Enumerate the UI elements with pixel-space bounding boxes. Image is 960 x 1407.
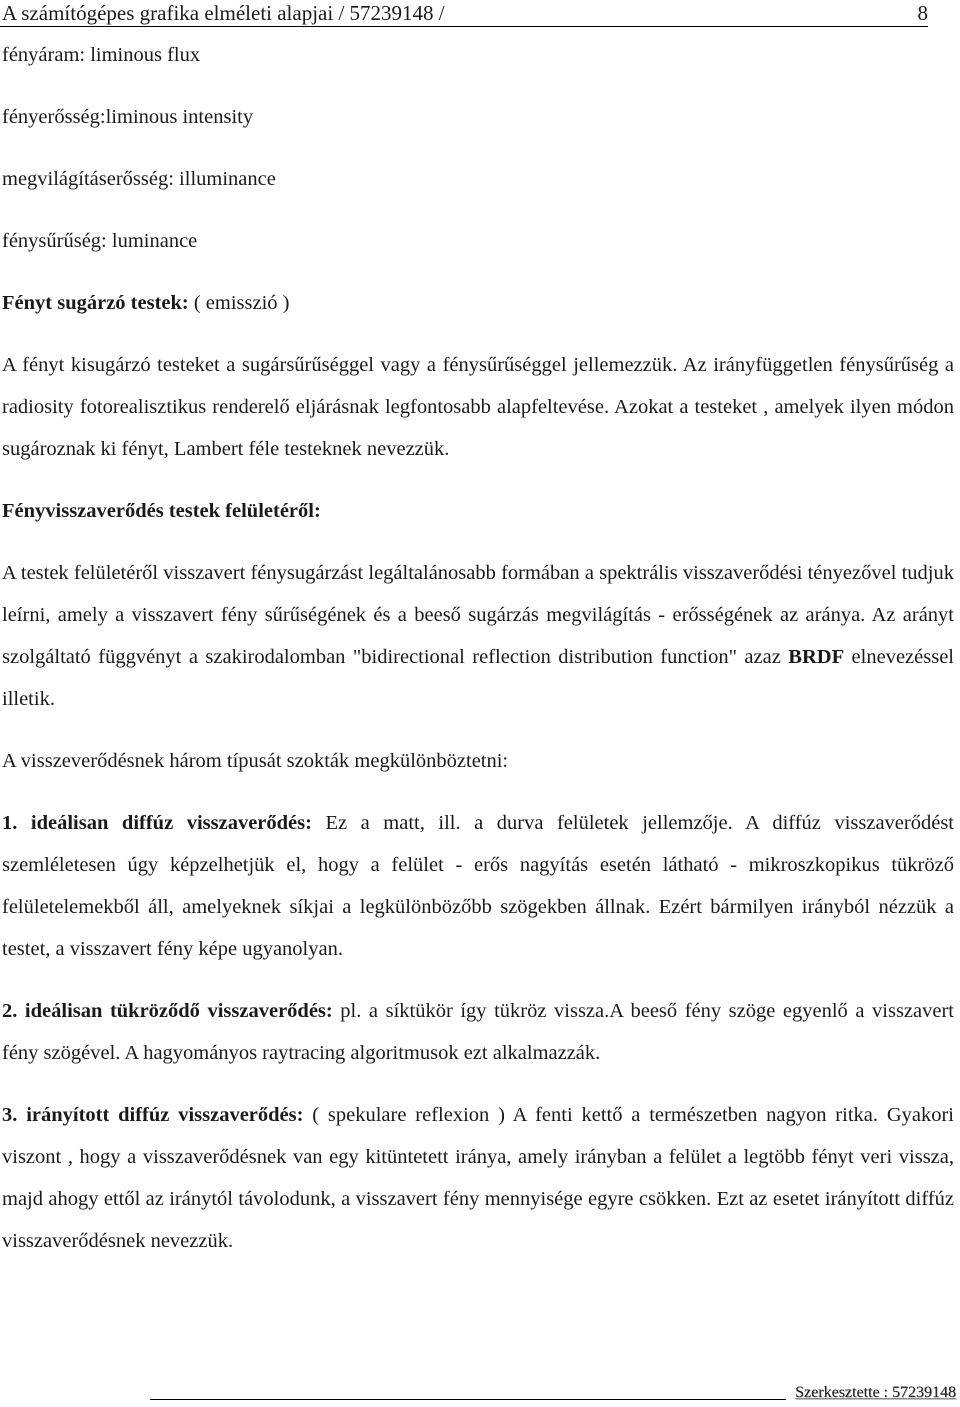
term-luminance: fénysűrűség: luminance [2, 230, 198, 252]
reflection-type-3 [2, 1094, 954, 1262]
footer-editor: Szerkesztette : 57239148 [795, 1384, 956, 1401]
reflection-type-1-label: 1. ideálisan diffúz visszaverődés: [2, 812, 312, 834]
emission-paragraph: A fényt kisugárzó testeket a sugársűrűséggel vagy a fénysűrűséggel jellemezzük. Az irányfüggetlen fénysűrűség a radiosity fotorealisztikus renderelő eljárásnak legfontosabb alapfeltevése. Azokat a testeket , amelyek ilyen módon sugároznak ki fényt, Lambert féle testeknek nevezzük. [2, 354, 954, 460]
page-header [0, 0, 928, 27]
reflection-paragraph [2, 552, 954, 720]
emission-heading [2, 282, 954, 324]
types-intro: A visszeverődésnek három típusát szokták megkülönböztetni: [2, 750, 509, 772]
term-illuminance: megvilágításerősség: illuminance [2, 168, 276, 190]
term-luminous-flux: fényáram: liminous flux [2, 44, 201, 66]
term-luminous-intensity: fényerősség:liminous intensity [2, 106, 254, 128]
reflection-type-1 [2, 802, 954, 970]
reflection-heading [2, 490, 954, 532]
document-title: A számítógépes grafika elméleti alapjai / 57239148 / [2, 1, 445, 25]
emission-heading-rest: ( emisszió ) [188, 292, 290, 314]
reflection-type-1-text: Ez a matt, ill. a durva felületek jellemzője. A diffúz visszaverődést szemléletesen úgy képzelhetjük el, hogy a felület - erős nagyítás esetén látható - mikroszkopikus tükröző felületelemekből áll, amelyeknek síkjai a legkülönbözőbb szögekben állnak. Ezért bármilyen irányból nézzük a testet, a visszavert fény képe ugyanolyan. [2, 812, 954, 960]
emission-heading-bold: Fényt sugárzó testek: [2, 292, 189, 314]
page-content [2, 34, 954, 1262]
page-footer [150, 1380, 956, 1404]
footer-rule [150, 1399, 786, 1400]
reflection-text-after: elnevezéssel illetik. [2, 646, 954, 710]
reflection-type-2-text: pl. a síktükör így tükröz vissza.A beeső fény szöge egyenlő a visszavert fény szögével. A hagyományos raytracing algoritmusok ezt alkalmazzák. [2, 1000, 954, 1064]
brdf-term: BRDF [788, 646, 845, 668]
reflection-type-2-label: 2. ideálisan tükröződő visszaverődés: [2, 1000, 333, 1022]
reflection-type-3-label: 3. irányított diffúz visszaverődés: [2, 1104, 304, 1126]
reflection-text-before: A testek felületéről visszavert fénysugárzást legáltalánosabb formában a spektrális visszaverődési tényezővel tudjuk leírni, amely a visszavert fény sűrűségének és a beeső sugárzás megvilágítás - erősségének az aránya. Az arányt szolgáltató függvényt a szakirodalomban "bidirectional reflection distribution function" azaz [2, 562, 954, 668]
reflection-type-3-text: ( spekulare reflexion ) A fenti kettő a természetben nagyon ritka. Gyakori viszont , hogy a visszaverődésnek van egy kitüntetett iránya, amely irányban a felület a legtöbb fényt veri vissza, majd ahogy ettől az iránytól távolodunk, a visszavert fény mennyisége egyre csökken. Ezt az esetet irányított diffúz visszaverődésnek nevezzük. [2, 1104, 954, 1252]
reflection-type-2 [2, 990, 954, 1074]
page-number: 8 [917, 1, 928, 25]
reflection-heading-text: Fényvisszaverődés testek felületéről: [2, 500, 321, 522]
